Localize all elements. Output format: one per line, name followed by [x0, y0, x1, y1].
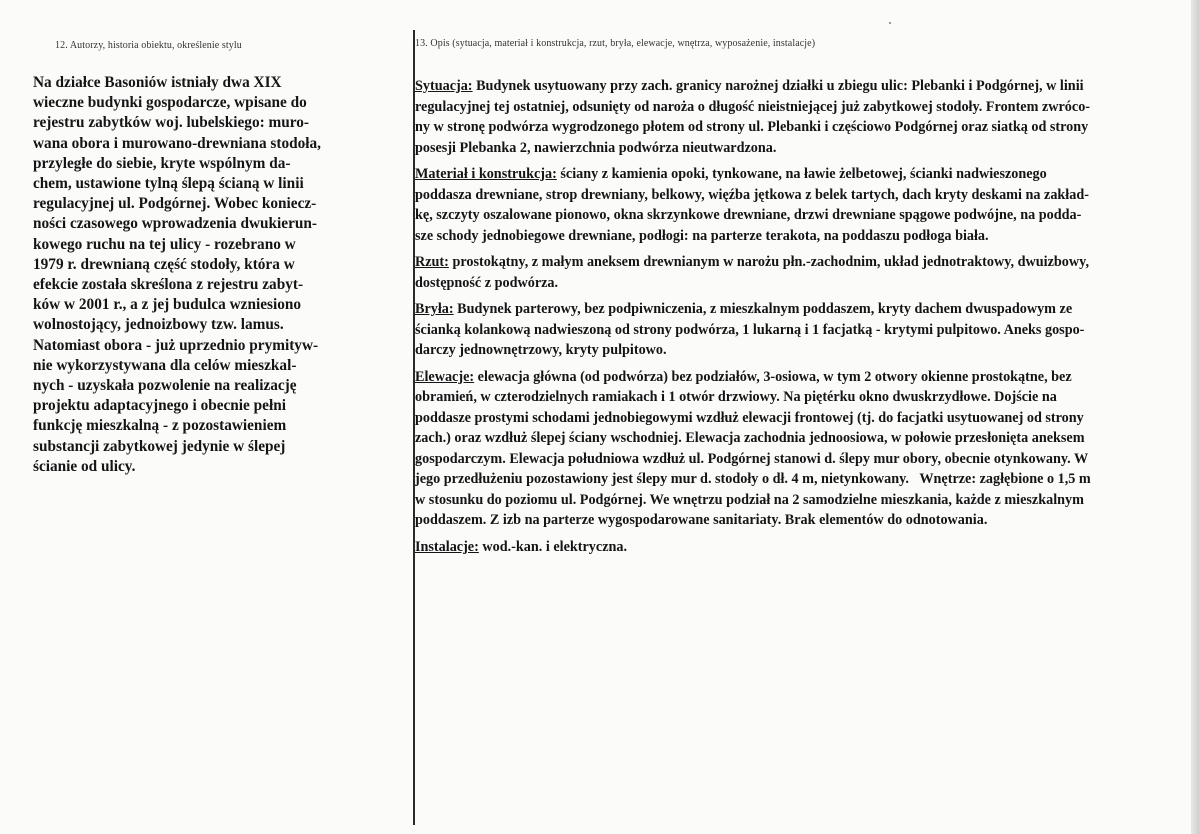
- history-line: 1979 r. drewnianą część stodoły, która w: [33, 255, 295, 273]
- section-line: sze schody jednobiegowe drewniane, podłogi: na parterze terakota, na poddaszu podłoga biała.: [415, 227, 989, 244]
- section-text: Budynek usytuowany przy zach. granicy narożnej działki u zbiegu ulic: Plebanki i Podgórnej, w linii: [472, 78, 1084, 94]
- section-label: Rzut:: [415, 254, 449, 270]
- section-situation: [415, 76, 1160, 158]
- section-line: [415, 367, 1160, 388]
- section-text: ściany z kamienia opoki, tynkowane, na ławie żelbetowej, ścianki nadwieszonego: [556, 166, 1047, 182]
- section-line: [415, 76, 1160, 97]
- section-installations: [415, 537, 1160, 558]
- history-line: chem, ustawione tylną ślepą ścianą w linii: [33, 175, 304, 193]
- section-text: elewacja główna (od podwórza) bez podziałów, 3-osiowa, w tym 2 otwory okienne prostokątne, bez: [474, 368, 1072, 385]
- history-line: nych - uzyskała pozwolenie na realizację: [33, 377, 297, 395]
- scan-speck: [889, 22, 891, 24]
- section-label: Bryła:: [415, 301, 454, 317]
- section-line: ny w stronę podwórza wygrodzonego płotem od strony ul. Plebanki i częściowo Podgórnej oraz siatką od strony: [415, 119, 1089, 135]
- page-edge: [1191, 0, 1199, 834]
- history-line: ścianie od ulicy.: [33, 457, 136, 475]
- section-line: gospodarczym. Elewacja południowa wzdłuż ul. Podgórnej stanowi d. ślepy mur obory, obecnie otynkowany. W: [415, 450, 1089, 467]
- section-line: darczy jednownętrzowy, kryty pulpitowo.: [415, 342, 667, 358]
- history-line: rejestru zabytków woj. lubelskiego: muro-: [33, 114, 310, 132]
- section-label: Materiał i konstrukcja:: [415, 166, 557, 182]
- left-column-header: 12. Autorzy, historia obiektu, określenie stylu: [55, 40, 242, 51]
- history-line: Natomiast obora - już uprzednio prymityw-: [33, 336, 319, 354]
- section-label: Instalacje:: [415, 538, 479, 555]
- section-massing: [415, 299, 1160, 361]
- section-label: Sytuacja:: [415, 78, 473, 94]
- section-label: Elewacje:: [415, 368, 475, 385]
- section-line: dostępność z podwórza.: [415, 274, 559, 291]
- history-line: projektu adaptacyjnego i obecnie pełni: [33, 397, 286, 415]
- section-line: [415, 537, 1160, 558]
- history-line: wieczne budynki gospodarcze, wpisane do: [33, 94, 307, 112]
- history-line: ków w 2001 r., a z jej budulca wzniesiono: [33, 296, 301, 314]
- history-line: regulacyjnej ul. Podgórnej. Wobec koniecz-: [33, 195, 317, 213]
- history-line: przyległe do siebie, kryte wspólnym da-: [33, 154, 291, 172]
- section-line: ścianką kolankową nadwieszoną od strony podwórza, 1 lukarną i 1 facjatką - krytymi pulpitowo. Aneks gospo-: [415, 321, 1085, 338]
- section-line: jego przedłużeniu pozostawiony jest ślepy mur d. stodoły o dł. 4 m, nietynkowany. Wnętrze: zagłębione o 1,5 m: [415, 471, 1091, 487]
- section-line: poddasze prostymi schodami jednobiegowymi wzdłuż elewacji frontowej (tj. do facjatki usytuowanej od strony: [415, 409, 1084, 426]
- history-line: substancji zabytkowej jedynie w ślepej: [33, 437, 286, 455]
- section-elevations: [415, 367, 1160, 531]
- right-column-header: 13. Opis (sytuacja, materiał i konstrukcja, rzut, bryła, elewacje, wnętrza, wyposażenie, instalacje): [415, 38, 816, 49]
- section-plan: [415, 252, 1160, 293]
- section-line: posesji Plebanka 2, nawierzchnia podwórza nieutwardzona.: [415, 139, 777, 156]
- section-line: zach.) oraz wzdłuż ślepej ściany wschodniej. Elewacja zachodnia jednoosiowa, w połowie przesłonięta aneksem: [415, 430, 1085, 446]
- section-line: poddasza drewniane, strop drewniany, belkowy, więźba jętkowa z belek tartych, dach kryty deskami na zakład-: [415, 186, 1089, 203]
- history-text: [33, 73, 351, 477]
- section-line: [415, 164, 1160, 185]
- section-text: prostokątny, z małym aneksem drewnianym w narożu płn.-zachodnim, układ jednotraktowy, dwuizbowy,: [448, 254, 1089, 270]
- section-line: poddaszem. Z izb na parterze wygospodarowane sanitariaty. Brak elementów do odnotowania.: [415, 512, 988, 528]
- section-line: kę, szczyty oszalowane pionowo, okna skrzynkowe drewniane, drzwi drewniane spągowe podwójne, na podda-: [415, 207, 1082, 223]
- section-line: obramień, w czterodzielnych ramiakach i 1 otwór drzwiowy. Na piętérku okno dwuskrzydłowe. Dojście na: [415, 389, 1057, 405]
- section-text: Budynek parterowy, bez podpiwniczenia, z mieszkalnym poddaszem, kryty dachem dwuspadowym ze: [453, 301, 1073, 317]
- history-line: efekcie została skreślona z rejestru zabyt-: [33, 276, 304, 294]
- history-line: nie wykorzystywana dla celów mieszkal-: [33, 356, 297, 374]
- section-line: w stosunku do poziomu ul. Podgórnej. We wnętrzu podział na 2 samodzielne mieszkania, każde z mieszkalnym: [415, 491, 1084, 508]
- section-line: [415, 299, 1160, 320]
- history-line: wana obora i murowano-drewniana stodoła,: [33, 134, 321, 152]
- history-line: ności czasowego wprowadzenia dwukierun-: [33, 215, 317, 233]
- section-line: regulacyjnej tej ostatniej, odsunięty od naroża o długość nieistniejącej już zabytkowej stodoły. Frontem zwróco-: [415, 98, 1091, 115]
- section-line: [415, 252, 1160, 273]
- history-line: wolnostojący, jednoizbowy tzw. lamus.: [33, 316, 284, 334]
- section-text: wod.-kan. i elektryczna.: [478, 538, 628, 555]
- section-material-construction: [415, 164, 1160, 246]
- history-line: funkcję mieszkalną - z pozostawieniem: [33, 417, 287, 435]
- description-body: [415, 76, 1160, 563]
- history-line: kowego ruchu na tej ulicy - rozebrano w: [33, 235, 296, 253]
- history-line: Na działce Basoniów istniały dwa XIX: [33, 74, 282, 91]
